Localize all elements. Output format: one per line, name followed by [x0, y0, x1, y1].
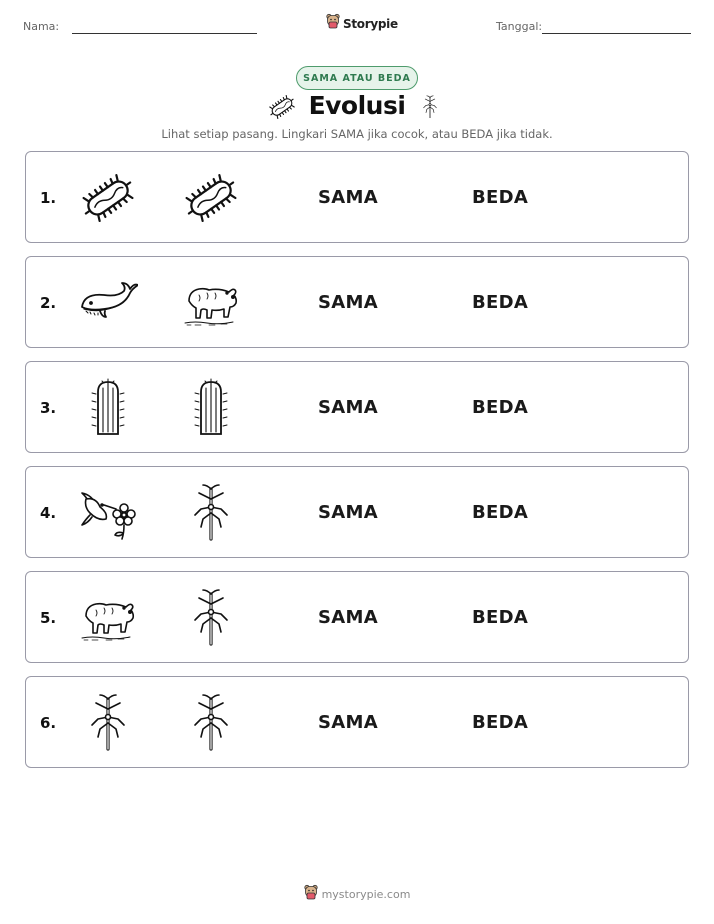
different-option[interactable]: BEDA	[472, 607, 529, 628]
row-number: 6.	[40, 714, 57, 732]
stick-insect-icon	[181, 483, 241, 543]
different-option[interactable]: BEDA	[472, 502, 529, 523]
polar-bear-icon	[181, 273, 241, 333]
brand-name: Storypie	[343, 16, 398, 31]
exercise-row	[25, 151, 689, 243]
polar-bear-icon	[78, 588, 138, 648]
exercise-row	[25, 571, 689, 663]
name-label: Nama:	[23, 20, 60, 33]
exercise-row	[25, 676, 689, 768]
stick-insect-icon	[418, 92, 442, 127]
brand-logo	[326, 13, 398, 34]
footer	[0, 884, 714, 905]
same-option[interactable]: SAMA	[318, 187, 378, 208]
different-option[interactable]: BEDA	[472, 712, 529, 733]
different-option[interactable]: BEDA	[472, 292, 529, 313]
name-line[interactable]	[72, 33, 257, 34]
date-label: Tanggal:	[496, 20, 543, 33]
hummingbird-flower-icon	[78, 483, 138, 543]
stick-insect-icon	[181, 588, 241, 648]
cactus-icon	[78, 378, 138, 438]
stick-insect-icon	[181, 693, 241, 753]
cactus-icon	[181, 378, 241, 438]
same-option[interactable]: SAMA	[318, 292, 378, 313]
page-title: Evolusi	[308, 91, 406, 120]
instructions: Lihat setiap pasang. Lingkari SAMA jika cocok, atau BEDA jika tidak.	[161, 127, 553, 141]
same-option[interactable]: SAMA	[318, 397, 378, 418]
bear-mascot-icon	[304, 884, 318, 905]
whale-icon	[78, 273, 138, 333]
exercise-row	[25, 466, 689, 558]
different-option[interactable]: BEDA	[472, 187, 529, 208]
row-number: 3.	[40, 399, 57, 417]
bear-mascot-icon	[326, 13, 340, 34]
exercise-row	[25, 256, 689, 348]
row-number: 4.	[40, 504, 57, 522]
date-line[interactable]	[542, 33, 691, 34]
footer-site: mystorypie.com	[321, 888, 411, 901]
activity-badge: SAMA ATAU BEDA	[296, 66, 418, 90]
same-option[interactable]: SAMA	[318, 502, 378, 523]
exercise-row	[25, 361, 689, 453]
row-number: 2.	[40, 294, 57, 312]
same-option[interactable]: SAMA	[318, 607, 378, 628]
row-number: 1.	[40, 189, 57, 207]
row-number: 5.	[40, 609, 57, 627]
same-option[interactable]: SAMA	[318, 712, 378, 733]
different-option[interactable]: BEDA	[472, 397, 529, 418]
stick-insect-icon	[78, 693, 138, 753]
bacteria-icon	[181, 168, 241, 228]
bacteria-icon	[78, 168, 138, 228]
